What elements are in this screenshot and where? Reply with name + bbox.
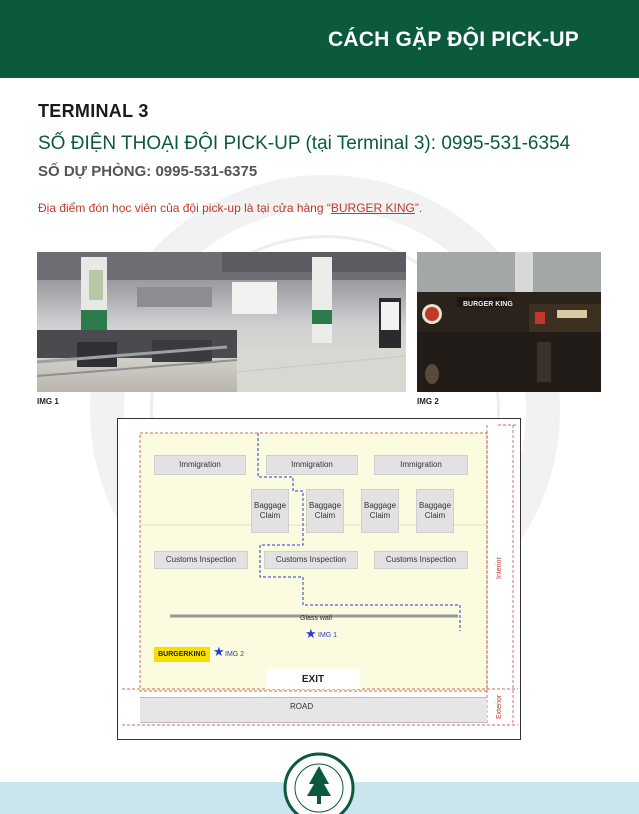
immigration-box-2: Immigration bbox=[266, 455, 358, 475]
arrival-hall-photo bbox=[37, 252, 406, 392]
page-title: CÁCH GẶP ĐỘI PICK-UP bbox=[328, 28, 579, 51]
img1-star-icon: ★ bbox=[305, 626, 317, 641]
pickup-phone-main: SỐ ĐIỆN THOẠI ĐỘI PICK-UP (tại Terminal 3): 0995-531-6354 bbox=[38, 133, 571, 154]
terminal-heading: TERMINAL 3 bbox=[38, 101, 149, 121]
note-suffix: ”. bbox=[414, 201, 423, 215]
img1-marker-label: IMG 1 bbox=[318, 632, 338, 639]
glass-wall-label: Glass wall bbox=[300, 615, 332, 622]
immigration-box-1: Immigration bbox=[154, 455, 246, 475]
arrival-hall-illustration bbox=[37, 252, 406, 392]
pickup-location-note bbox=[38, 201, 422, 215]
note-prefix: Địa điểm đón học viên của đội pick-up là tại cửa hàng “ bbox=[38, 201, 331, 215]
burger-king-illustration bbox=[417, 252, 601, 392]
interior-label: Interior bbox=[496, 557, 503, 579]
img1-caption: IMG 1 bbox=[37, 397, 59, 406]
tree-seal-logo bbox=[283, 752, 355, 814]
burgerking-location: BURGERKING bbox=[154, 647, 210, 662]
baggage-claim-1: Baggage Claim bbox=[251, 489, 289, 533]
terminal-map bbox=[117, 418, 521, 740]
burger-king-photo bbox=[417, 252, 601, 392]
customs-box-2: Customs Inspection bbox=[264, 551, 358, 569]
burger-king-sign: BURGER KING bbox=[463, 301, 513, 308]
baggage-claim-3: Baggage Claim bbox=[361, 489, 399, 533]
association-logo bbox=[283, 752, 355, 814]
img2-marker-label: IMG 2 bbox=[225, 651, 245, 658]
customs-box-3: Customs Inspection bbox=[374, 551, 468, 569]
road-label: ROAD bbox=[290, 702, 314, 711]
baggage-claim-4: Baggage Claim bbox=[416, 489, 454, 533]
img2-star-icon: ★ bbox=[213, 644, 225, 659]
burger-king-link[interactable]: BURGER KING bbox=[330, 201, 415, 215]
page-header bbox=[0, 0, 639, 78]
immigration-box-3: Immigration bbox=[374, 455, 468, 475]
pickup-phone-backup: SỐ DỰ PHÒNG: 0995-531-6375 bbox=[38, 163, 258, 180]
img2-caption: IMG 2 bbox=[417, 397, 439, 406]
baggage-claim-2: Baggage Claim bbox=[306, 489, 344, 533]
exterior-label: Exterior bbox=[496, 694, 503, 719]
customs-box-1: Customs Inspection bbox=[154, 551, 248, 569]
exit-label: EXIT bbox=[266, 669, 360, 689]
